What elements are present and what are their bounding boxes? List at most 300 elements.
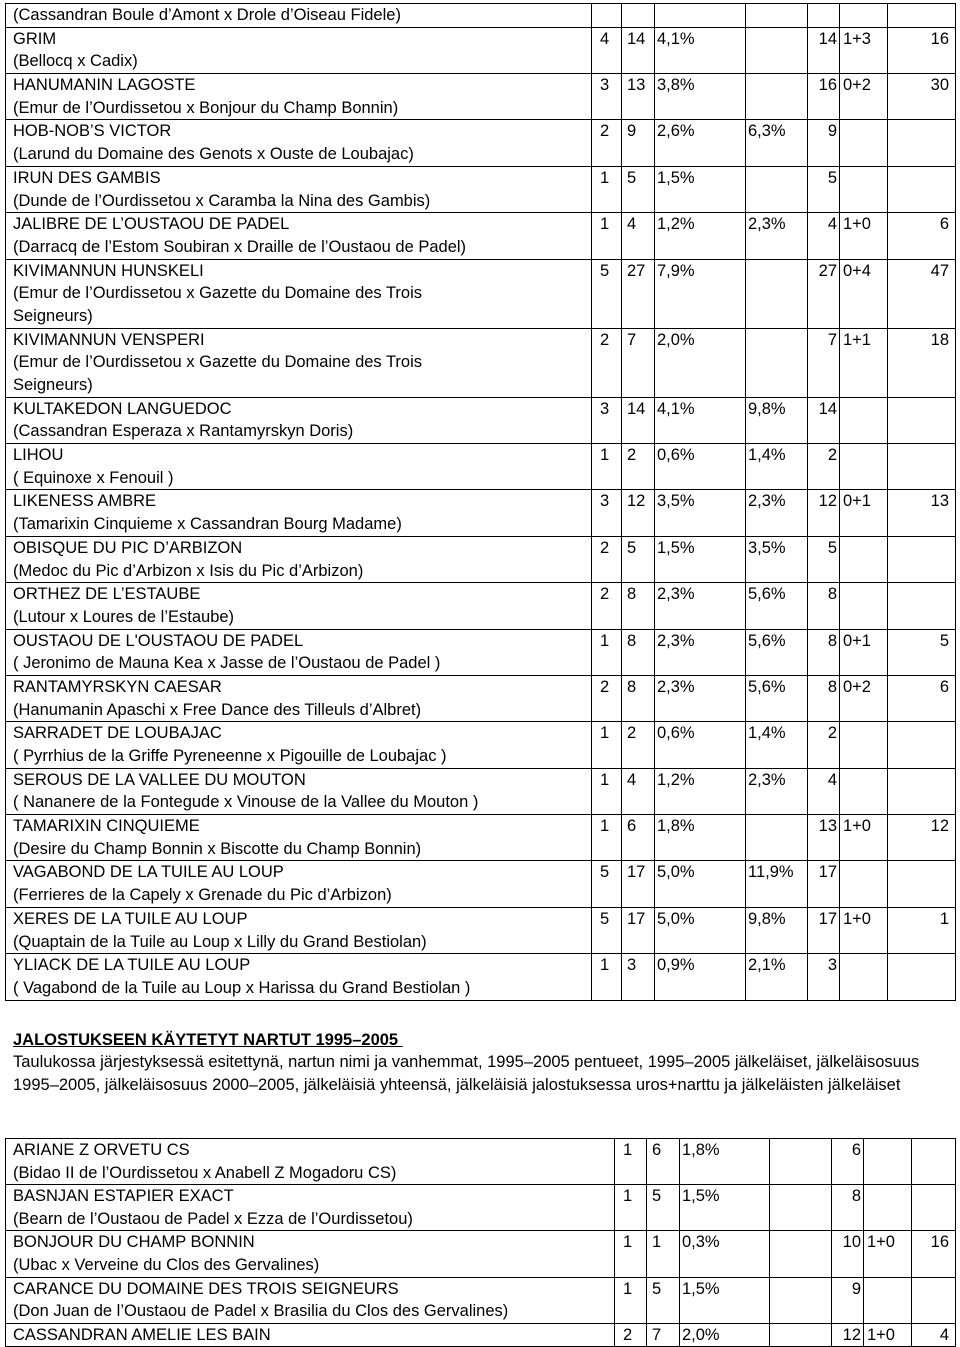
offspring-total-value: 5: [827, 168, 837, 187]
share-2000-2005-cell: [746, 861, 808, 907]
share-1995-2005-cell: [655, 166, 746, 212]
offspring-value: 27: [627, 261, 646, 280]
table-row: [6, 4, 956, 28]
share-1995-2005-cell: [655, 27, 746, 73]
litters-cell: [592, 722, 622, 768]
offspring-value: 2: [627, 724, 637, 743]
in-breeding-cell: [840, 722, 888, 768]
offspring-total-cell: [808, 954, 840, 1000]
share-1995-2005-value: 2,3%: [657, 631, 695, 650]
share-1995-2005-value: 1,5%: [657, 538, 695, 557]
offspring-value: 8: [627, 677, 637, 696]
dams-table: [5, 1138, 956, 1347]
parents-line: (Lutour x Loures de l’Estaube): [13, 607, 235, 626]
in-breeding-cell: [840, 815, 888, 861]
litters-value: 1: [600, 446, 610, 465]
grand-offspring-cell: [912, 1231, 956, 1277]
share-2000-2005-value: [748, 260, 807, 283]
share-2000-2005-value: 9,8%: [748, 909, 786, 928]
dog-name: ORTHEZ DE L’ESTAUBE: [13, 585, 201, 604]
in-breeding-cell: [840, 397, 888, 443]
offspring-total-cell: [832, 1185, 864, 1231]
grand-offspring-value: 6: [939, 215, 949, 234]
dog-name: TAMARIXIN CINQUIEME: [13, 817, 200, 836]
share-1995-2005-value: 1,5%: [682, 1187, 720, 1206]
in-breeding-value: [843, 583, 887, 606]
in-breeding-cell: [840, 259, 888, 328]
offspring-total-value: 6: [851, 1141, 861, 1159]
offspring-total-value: 16: [818, 76, 837, 95]
offspring-value: 13: [627, 76, 646, 95]
share-1995-2005-value: 1,8%: [657, 817, 695, 836]
share-1995-2005-value: 1,5%: [657, 168, 695, 187]
in-breeding-value: [843, 861, 887, 884]
name-parents-cell: [6, 1185, 615, 1231]
share-2000-2005-cell: [746, 490, 808, 536]
offspring-value: 5: [627, 168, 637, 187]
table-row: [6, 27, 956, 73]
in-breeding-cell: [840, 907, 888, 953]
parents-line: (Ferrieres de la Capely x Grenade du Pic d’Arbizon): [13, 886, 392, 905]
litters-value: 1: [623, 1187, 633, 1206]
dog-name: SEROUS DE LA VALLEE DU MOUTON: [13, 770, 306, 789]
share-2000-2005-value: [772, 1278, 831, 1301]
table-row: [6, 259, 956, 328]
dog-name: HANUMANIN LAGOSTE: [13, 76, 196, 95]
parents-line: Seigneurs): [13, 306, 93, 325]
offspring-cell: [622, 259, 655, 328]
offspring-cell: [622, 907, 655, 953]
litters-cell: [592, 629, 622, 675]
offspring-total-value: 9: [827, 122, 837, 141]
offspring-value: 5: [627, 538, 637, 557]
parents-line: (Emur de l’Ourdissetou x Gazette du Domaine des Trois: [13, 353, 423, 372]
table-row: [6, 954, 956, 1000]
offspring-total-cell: [808, 166, 840, 212]
offspring-cell: [622, 328, 655, 397]
offspring-total-value: 12: [818, 492, 837, 511]
share-2000-2005-value: 5,6%: [748, 677, 786, 696]
dog-name: BONJOUR DU CHAMP BONNIN: [13, 1233, 255, 1252]
offspring-value: 17: [627, 909, 646, 928]
share-1995-2005-cell: [655, 815, 746, 861]
share-2000-2005-cell: [746, 954, 808, 1000]
litters-cell: [592, 397, 622, 443]
in-breeding-value: 0+4: [843, 261, 871, 280]
litters-value: 2: [600, 585, 610, 604]
table-row: [6, 1139, 956, 1185]
dog-name: IRUN DES GAMBIS: [13, 168, 161, 187]
grand-offspring-value: [912, 1185, 949, 1208]
in-breeding-value: [843, 120, 887, 143]
name-parents-cell: [6, 1139, 615, 1185]
share-2000-2005-cell: [746, 259, 808, 328]
offspring-cell: [622, 768, 655, 814]
share-2000-2005-cell: [746, 27, 808, 73]
in-breeding-value: [843, 398, 887, 421]
parents-line: ( Nananere de la Fontegude x Vinouse de la Vallee du Mouton ): [13, 793, 479, 812]
in-breeding-value: [843, 444, 887, 467]
grand-offspring-cell: [888, 722, 956, 768]
in-breeding-cell: [864, 1139, 912, 1185]
grand-offspring-value: 47: [930, 261, 949, 280]
litters-value: 1: [623, 1141, 633, 1159]
in-breeding-value: 1+0: [843, 817, 871, 836]
table-row: [6, 722, 956, 768]
share-1995-2005-cell: [655, 629, 746, 675]
grand-offspring-cell: [888, 629, 956, 675]
share-2000-2005-cell: [770, 1277, 832, 1323]
dog-name: ARIANE Z ORVETU CS: [13, 1141, 190, 1159]
table-row: [6, 328, 956, 397]
grand-offspring-value: 30: [930, 76, 949, 95]
offspring-total-cell: [808, 328, 840, 397]
offspring-value: 14: [627, 399, 646, 418]
grand-offspring-cell: [888, 213, 956, 259]
share-2000-2005-cell: [746, 583, 808, 629]
litters-value: 1: [600, 215, 610, 234]
in-breeding-cell: [840, 120, 888, 166]
share-1995-2005-value: 2,3%: [657, 677, 695, 696]
share-1995-2005-value: 3,8%: [657, 76, 695, 95]
share-1995-2005-value: 0,9%: [657, 956, 695, 975]
offspring-total-cell: [808, 861, 840, 907]
litters-cell: [592, 328, 622, 397]
in-breeding-cell: [840, 74, 888, 120]
offspring-value: 7: [627, 330, 637, 349]
in-breeding-value: 0+2: [843, 677, 871, 696]
share-1995-2005-cell: [680, 1231, 770, 1277]
offspring-cell: [647, 1185, 680, 1231]
share-1995-2005-cell: [655, 120, 746, 166]
in-breeding-value: [867, 1278, 911, 1301]
offspring-total-cell: [808, 629, 840, 675]
grand-offspring-value: [888, 722, 949, 745]
dog-name: (Cassandran Boule d’Amont x Drole d’Oiseau Fidele): [13, 6, 401, 24]
dog-name: OUSTAOU DE L'OUSTAOU DE PADEL: [13, 631, 304, 650]
offspring-total-value: 5: [827, 538, 837, 557]
grand-offspring-value: 1: [939, 909, 949, 928]
in-breeding-value: 1+1: [843, 330, 871, 349]
offspring-total-value: 8: [827, 677, 837, 696]
litters-cell: [615, 1185, 647, 1231]
offspring-value: 17: [627, 863, 646, 882]
share-2000-2005-cell: [746, 536, 808, 582]
offspring-total-cell: [832, 1139, 864, 1185]
share-2000-2005-cell: [746, 722, 808, 768]
offspring-cell: [622, 120, 655, 166]
table-row: [6, 536, 956, 582]
in-breeding-value: 0+1: [843, 492, 871, 511]
grand-offspring-cell: [888, 397, 956, 443]
name-parents-cell: [6, 444, 592, 490]
table-row: [6, 444, 956, 490]
litters-value: 2: [600, 330, 610, 349]
dog-name: YLIACK DE LA TUILE AU LOUP: [13, 956, 251, 975]
grand-offspring-cell: [912, 1139, 956, 1185]
share-1995-2005-cell: [655, 397, 746, 443]
section-description: Taulukossa järjestyksessä esitettynä, nartun nimi ja vanhemmat, 1995–2005 pentueet, 1995–2005 jälkeläiset, jälkeläisosuus 1995–2005, jälkeläisosuus 2000–2005, jälkeläisiä yhteensä, jälkeläisiä jalostuksessa uros+narttu ja jälkeläisten jälkeläiset: [13, 1053, 920, 1094]
table-row: [6, 675, 956, 721]
in-breeding-value: [843, 769, 887, 792]
share-2000-2005-cell: [746, 768, 808, 814]
parents-line: (Emur de l’Ourdissetou x Bonjour du Champ Bonnin): [13, 98, 399, 117]
offspring-value: 6: [627, 817, 637, 836]
share-2000-2005-value: 1,4%: [748, 724, 786, 743]
offspring-total-value: 12: [842, 1325, 861, 1344]
offspring-total-cell: [808, 444, 840, 490]
litters-cell: [615, 1277, 647, 1323]
parents-line: (Darracq de l’Estom Soubiran x Draille de l’Oustaou de Padel): [13, 237, 467, 256]
parents-line: (Bidao II de l’Ourdissetou x Anabell Z Mogadoru CS): [13, 1163, 397, 1182]
offspring-total-value: 17: [818, 863, 837, 882]
parents-line: (Emur de l’Ourdissetou x Gazette du Domaine des Trois: [13, 284, 423, 303]
offspring-value: 5: [652, 1279, 662, 1298]
grand-offspring-cell: [888, 768, 956, 814]
parents-line: (Ubac x Verveine du Clos des Gervalines): [13, 1255, 320, 1274]
share-1995-2005-cell: [680, 1139, 770, 1185]
parents-line: (Bellocq x Cadix): [13, 52, 138, 71]
parents-line: (Tamarixin Cinquieme x Cassandran Bourg Madame): [13, 515, 402, 534]
litters-cell: [592, 120, 622, 166]
parents-line: (Don Juan de l’Oustaou de Padel x Brasilia du Clos des Gervalines): [13, 1302, 509, 1321]
in-breeding-cell: [840, 328, 888, 397]
litters-cell: [592, 675, 622, 721]
in-breeding-value: 0+1: [843, 631, 871, 650]
share-2000-2005-cell: [746, 907, 808, 953]
litters-value: 1: [623, 1233, 633, 1252]
offspring-cell: [622, 397, 655, 443]
offspring-total-value: 17: [818, 909, 837, 928]
grand-offspring-value: [888, 167, 949, 190]
in-breeding-value: [843, 167, 887, 190]
in-breeding-value: [867, 1185, 911, 1208]
litters-cell: [592, 815, 622, 861]
parents-line: (Quaptain de la Tuile au Loup x Lilly du Grand Bestiolan): [13, 932, 427, 951]
litters-value: 1: [600, 817, 610, 836]
name-parents-cell: [6, 166, 592, 212]
litters-cell: [592, 27, 622, 73]
share-1995-2005-value: 2,3%: [657, 585, 695, 604]
offspring-cell: [622, 583, 655, 629]
share-2000-2005-value: 11,9%: [748, 863, 794, 882]
share-2000-2005-cell: [746, 4, 808, 28]
table-row: [6, 397, 956, 443]
in-breeding-value: [843, 954, 887, 977]
share-2000-2005-value: 9,8%: [748, 399, 786, 418]
name-parents-cell: [6, 815, 592, 861]
name-parents-cell: [6, 629, 592, 675]
grand-offspring-cell: [888, 4, 956, 28]
offspring-value: 6: [652, 1141, 662, 1159]
grand-offspring-value: 16: [930, 1233, 949, 1252]
table-row: [6, 1277, 956, 1323]
offspring-total-value: 7: [827, 330, 837, 349]
dog-name: KULTAKEDON LANGUEDOC: [13, 399, 232, 418]
name-parents-cell: [6, 4, 592, 28]
offspring-total-cell: [832, 1277, 864, 1323]
share-2000-2005-cell: [746, 166, 808, 212]
share-2000-2005-value: 3,5%: [748, 538, 786, 557]
share-1995-2005-cell: [655, 536, 746, 582]
offspring-value: 1: [652, 1233, 662, 1252]
grand-offspring-cell: [888, 907, 956, 953]
litters-cell: [592, 861, 622, 907]
offspring-total-cell: [808, 27, 840, 73]
share-1995-2005-value: 1,2%: [657, 770, 695, 789]
name-parents-cell: [6, 1323, 615, 1347]
grand-offspring-value: 12: [930, 817, 949, 836]
share-1995-2005-value: [657, 4, 745, 27]
in-breeding-value: [867, 1139, 911, 1162]
share-1995-2005-cell: [680, 1277, 770, 1323]
share-2000-2005-cell: [746, 444, 808, 490]
share-2000-2005-value: 2,3%: [748, 215, 786, 234]
litters-cell: [592, 954, 622, 1000]
in-breeding-cell: [864, 1277, 912, 1323]
share-2000-2005-value: 1,4%: [748, 446, 786, 465]
litters-cell: [592, 259, 622, 328]
grand-offspring-cell: [888, 27, 956, 73]
name-parents-cell: [6, 536, 592, 582]
offspring-total-cell: [808, 536, 840, 582]
in-breeding-cell: [840, 954, 888, 1000]
name-parents-cell: [6, 675, 592, 721]
offspring-total-value: [808, 4, 837, 27]
offspring-cell: [622, 74, 655, 120]
name-parents-cell: [6, 583, 592, 629]
grand-offspring-cell: [888, 328, 956, 397]
offspring-value: 4: [627, 770, 637, 789]
share-2000-2005-cell: [746, 74, 808, 120]
table-row: [6, 768, 956, 814]
offspring-value: 9: [627, 122, 637, 141]
offspring-total-value: 8: [827, 631, 837, 650]
offspring-total-cell: [832, 1231, 864, 1277]
litters-value: 2: [600, 677, 610, 696]
offspring-cell: [647, 1323, 680, 1347]
share-2000-2005-value: 6,3%: [748, 122, 786, 141]
litters-value: 2: [623, 1325, 633, 1344]
share-2000-2005-value: [748, 4, 807, 27]
offspring-total-cell: [808, 259, 840, 328]
dog-name: LIHOU: [13, 446, 64, 465]
share-2000-2005-cell: [746, 629, 808, 675]
name-parents-cell: [6, 861, 592, 907]
litters-value: 1: [623, 1279, 633, 1298]
share-1995-2005-value: 0,6%: [657, 724, 695, 743]
dams-section: [13, 1029, 943, 1096]
offspring-cell: [622, 861, 655, 907]
grand-offspring-cell: [888, 536, 956, 582]
grand-offspring-value: [888, 4, 949, 27]
table-row: [6, 120, 956, 166]
grand-offspring-cell: [888, 259, 956, 328]
name-parents-cell: [6, 120, 592, 166]
offspring-total-cell: [808, 583, 840, 629]
grand-offspring-cell: [912, 1323, 956, 1347]
offspring-total-value: 4: [827, 770, 837, 789]
grand-offspring-value: [888, 398, 949, 421]
share-1995-2005-cell: [655, 4, 746, 28]
grand-offspring-cell: [888, 120, 956, 166]
litters-value: 3: [600, 492, 610, 511]
share-2000-2005-cell: [770, 1185, 832, 1231]
offspring-total-value: 4: [827, 215, 837, 234]
share-1995-2005-value: 3,5%: [657, 492, 695, 511]
table-row: [6, 74, 956, 120]
share-1995-2005-cell: [655, 768, 746, 814]
share-2000-2005-value: [772, 1324, 831, 1347]
parents-line: (Desire du Champ Bonnin x Biscotte du Champ Bonnin): [13, 839, 422, 858]
share-1995-2005-cell: [655, 907, 746, 953]
offspring-total-cell: [808, 4, 840, 28]
grand-offspring-value: 13: [930, 492, 949, 511]
name-parents-cell: [6, 74, 592, 120]
share-2000-2005-value: [772, 1231, 831, 1254]
share-2000-2005-value: [748, 74, 807, 97]
share-1995-2005-cell: [655, 74, 746, 120]
share-2000-2005-value: 2,1%: [748, 956, 786, 975]
litters-cell: [615, 1231, 647, 1277]
name-parents-cell: [6, 27, 592, 73]
share-1995-2005-value: 7,9%: [657, 261, 695, 280]
in-breeding-cell: [840, 444, 888, 490]
litters-cell: [615, 1323, 647, 1347]
share-1995-2005-value: 5,0%: [657, 909, 695, 928]
name-parents-cell: [6, 213, 592, 259]
grand-offspring-value: 4: [939, 1325, 949, 1344]
litters-value: 3: [600, 76, 610, 95]
grand-offspring-cell: [888, 861, 956, 907]
offspring-value: 8: [627, 585, 637, 604]
parents-line: Seigneurs): [13, 376, 93, 394]
share-1995-2005-cell: [680, 1323, 770, 1347]
parents-line: (Larund du Domaine des Genots x Ouste de Loubajac): [13, 145, 414, 164]
offspring-total-cell: [808, 675, 840, 721]
grand-offspring-cell: [888, 954, 956, 1000]
litters-value: 3: [600, 399, 610, 418]
grand-offspring-value: [888, 769, 949, 792]
share-1995-2005-value: 5,0%: [657, 863, 695, 882]
share-1995-2005-value: 2,6%: [657, 122, 695, 141]
table-row: [6, 490, 956, 536]
share-2000-2005-cell: [746, 675, 808, 721]
offspring-cell: [622, 722, 655, 768]
dog-name: KIVIMANNUN VENSPERI: [13, 330, 205, 349]
offspring-total-cell: [808, 815, 840, 861]
in-breeding-cell: [840, 166, 888, 212]
litters-cell: [592, 213, 622, 259]
name-parents-cell: [6, 328, 592, 397]
share-2000-2005-value: 5,6%: [748, 585, 786, 604]
share-1995-2005-cell: [655, 675, 746, 721]
in-breeding-cell: [840, 490, 888, 536]
in-breeding-cell: [840, 629, 888, 675]
name-parents-cell: [6, 259, 592, 328]
litters-value: 1: [600, 956, 610, 975]
sires-table: [5, 3, 956, 1001]
litters-value: 1: [600, 631, 610, 650]
parents-line: ( Equinoxe x Fenouil ): [13, 468, 174, 487]
litters-cell: [592, 166, 622, 212]
share-1995-2005-cell: [655, 954, 746, 1000]
in-breeding-value: [843, 722, 887, 745]
share-1995-2005-value: 1,8%: [682, 1141, 720, 1159]
in-breeding-value: 1+3: [843, 29, 871, 48]
share-1995-2005-cell: [655, 328, 746, 397]
offspring-total-value: 2: [827, 446, 837, 465]
